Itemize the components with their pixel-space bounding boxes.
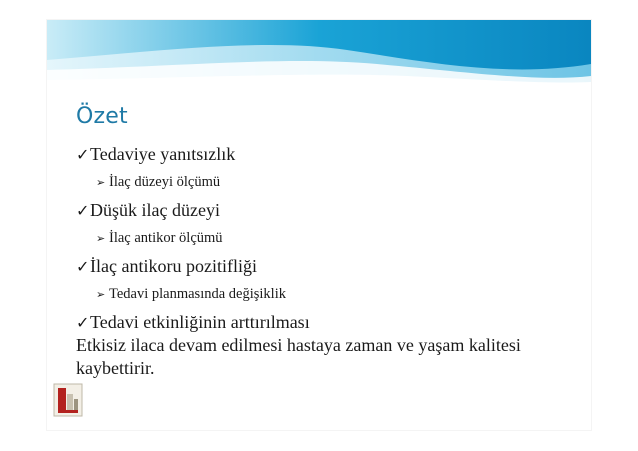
arrow-right-icon: ➢: [96, 232, 106, 245]
bullet-list: [76, 140, 310, 336]
bullet-item: [76, 252, 310, 280]
header-banner: [47, 20, 591, 86]
sub-bullet-text: İlaç antikor ölçümü: [109, 230, 223, 246]
bullet-text: Tedaviye yanıtsızlık: [90, 144, 236, 164]
bullet-item: [76, 308, 310, 336]
checkmark-icon: ✓: [76, 313, 90, 332]
sub-bullet-item: [76, 224, 310, 252]
sub-bullet-item: [76, 168, 310, 196]
hospital-logo: [53, 383, 83, 417]
sub-bullet-text: İlaç düzeyi ölçümü: [109, 174, 221, 190]
checkmark-icon: ✓: [76, 145, 90, 164]
bullet-item: [76, 196, 310, 224]
arrow-right-icon: ➢: [96, 176, 106, 189]
bullet-text: Tedavi etkinliğinin arttırılması: [90, 312, 310, 332]
bullet-text: İlaç antikoru pozitifliği: [90, 256, 257, 276]
slide-title: Özet: [76, 104, 128, 129]
checkmark-icon: ✓: [76, 257, 90, 276]
sub-bullet-text: Tedavi planmasında değişiklik: [109, 286, 286, 302]
wave-decoration: [47, 20, 591, 86]
summary-text: Etkisiz ilaca devam edilmesi hastaya zaman ve yaşam kalitesi kaybettirir.: [76, 335, 521, 378]
sub-bullet-item: [76, 280, 310, 308]
bullet-item: [76, 140, 310, 168]
slide: [47, 20, 591, 430]
checkmark-icon: ✓: [76, 201, 90, 220]
bullet-text: Düşük ilaç düzeyi: [90, 200, 220, 220]
arrow-right-icon: ➢: [96, 288, 106, 301]
